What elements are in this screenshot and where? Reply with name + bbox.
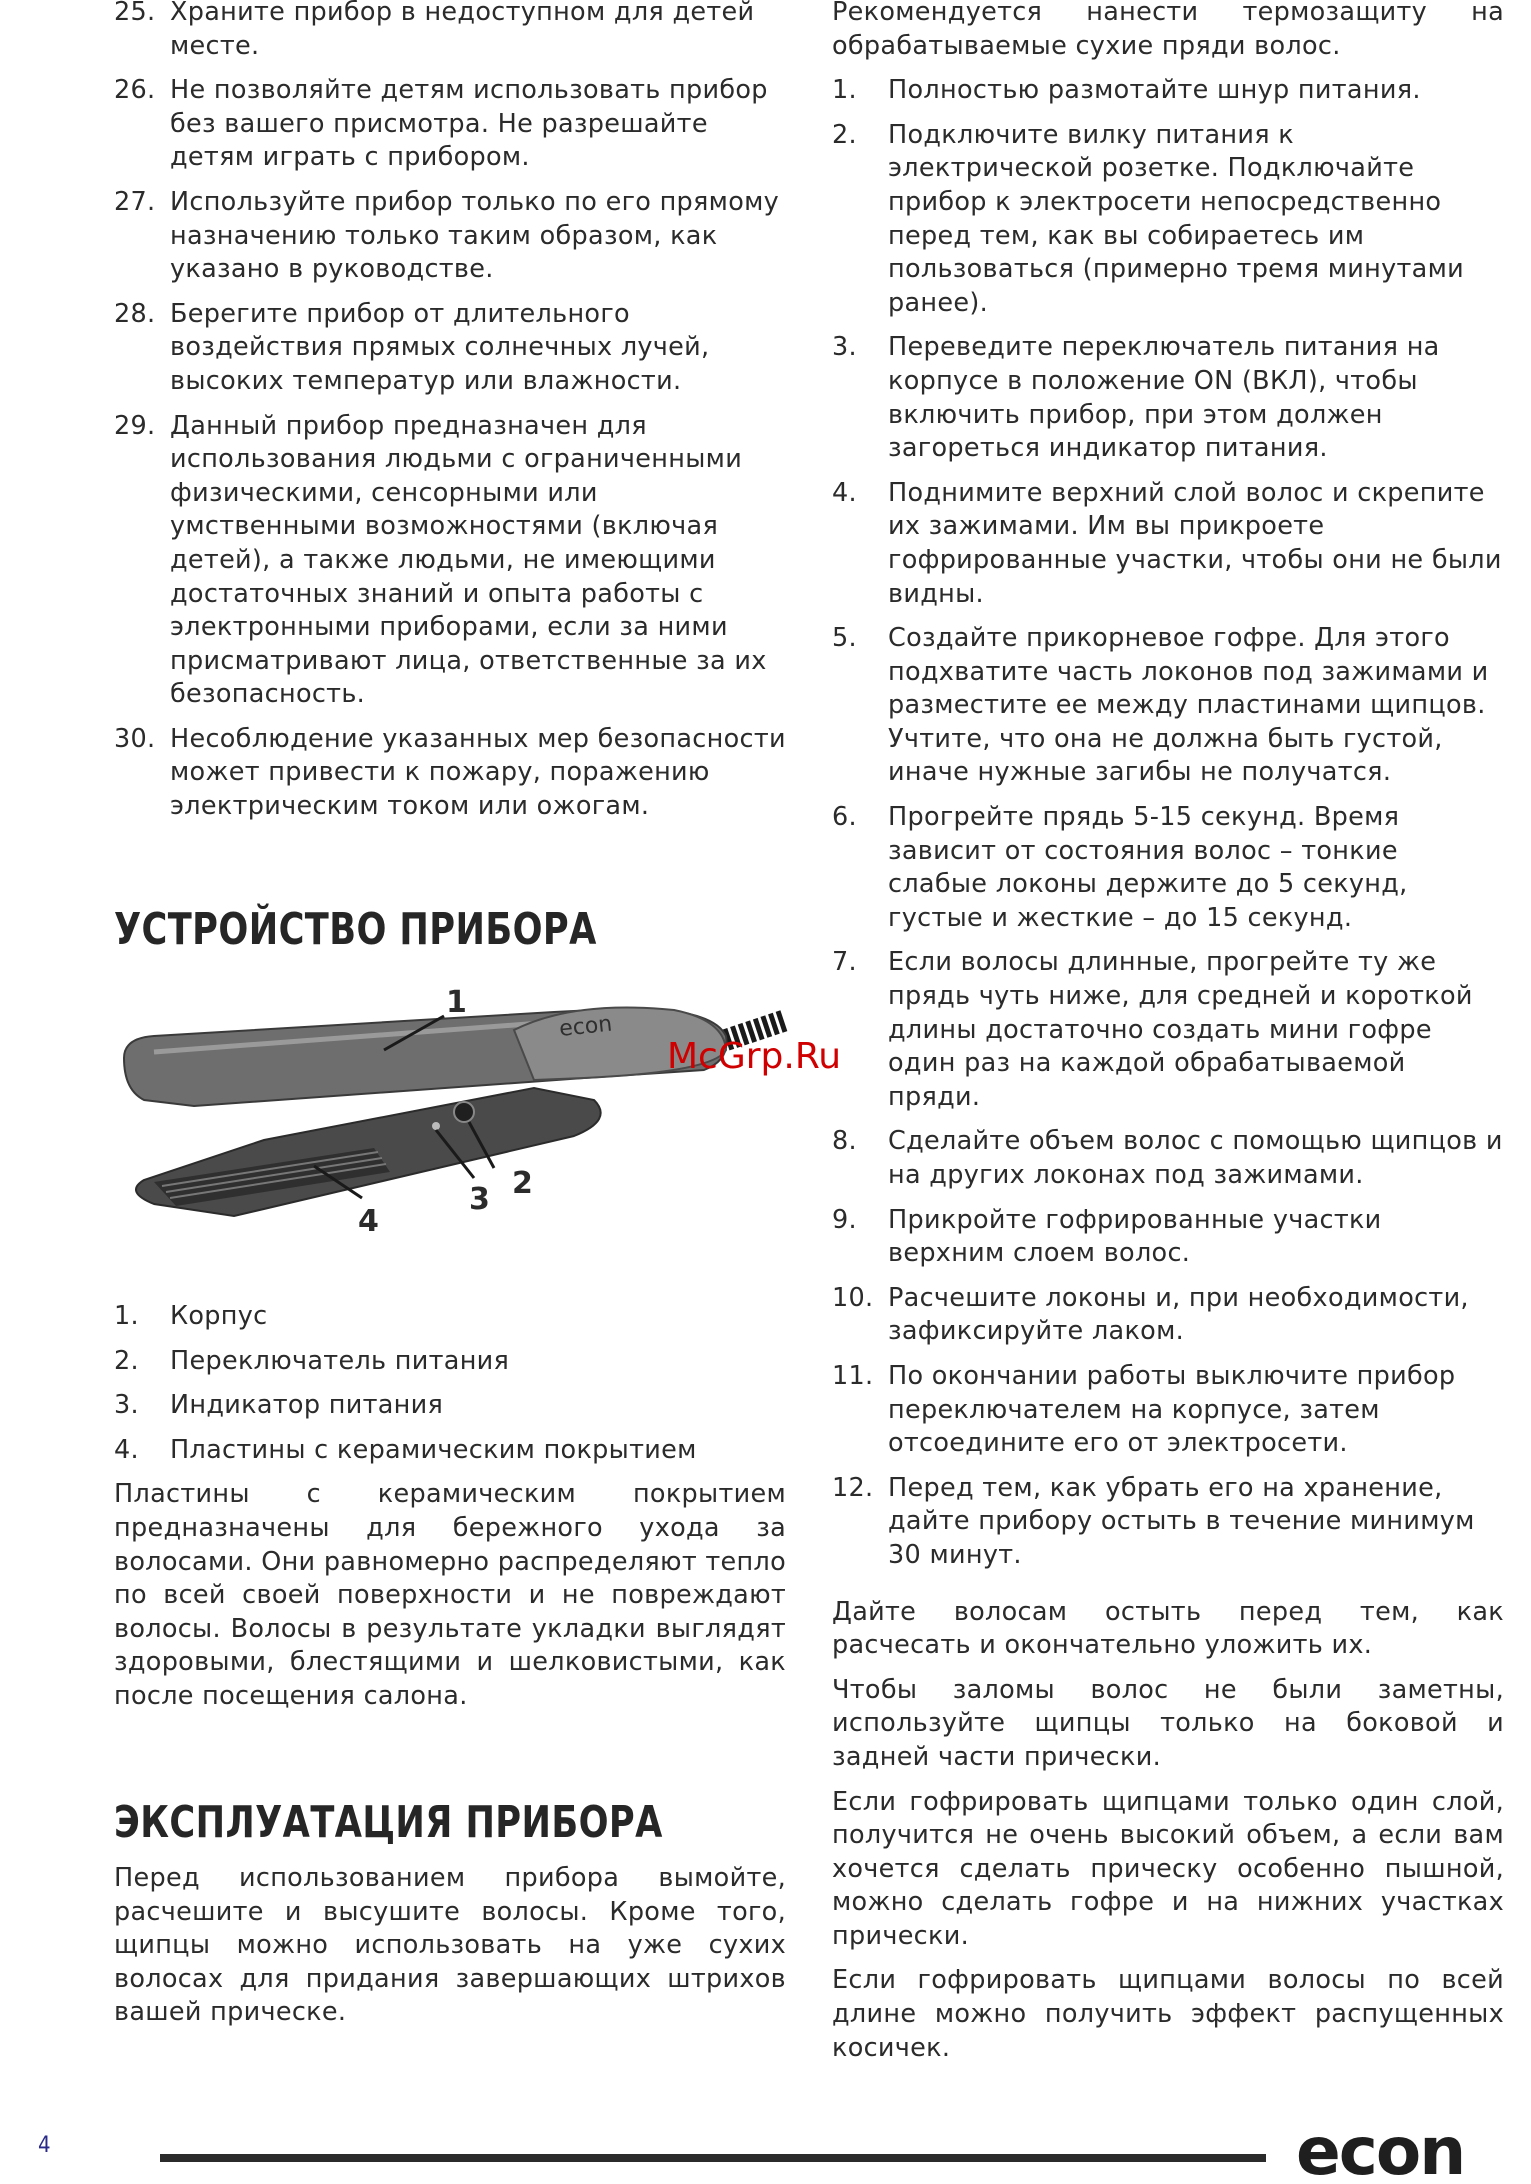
item-text: Данный прибор предназначен для использования людьми с ограниченными физическими, сенсорными или умственными возможностями (включая детей), а также людьми, не имеющими достаточных знаний и опыта работы с электронными приборами, если за ними присматривают лица, ответственные за их безопасность. [170, 410, 767, 710]
list-item [832, 1360, 1504, 1461]
item-text: Используйте прибор только по его прямому назначению только таким образом, как указано в руководстве. [170, 186, 780, 285]
item-number: 2. [114, 1345, 139, 1376]
list-item [114, 1434, 786, 1468]
item-number: 10. [832, 1282, 874, 1313]
device-logo: econ [558, 1011, 614, 1042]
item-number: 3. [114, 1390, 139, 1421]
item-number: 1. [832, 75, 857, 106]
item-number: 4. [114, 1434, 139, 1465]
item-number: 9. [832, 1204, 857, 1235]
item-number: 2. [832, 119, 857, 150]
callout-2: 2 [512, 1166, 533, 1201]
callout-4: 4 [358, 1204, 379, 1239]
item-number: 3. [832, 332, 857, 363]
watermark: McGrp.Ru [667, 1036, 842, 1077]
list-item [114, 298, 786, 399]
item-text: Храните прибор в недоступном для детей месте. [170, 0, 755, 61]
item-number: 28. [114, 298, 156, 329]
item-text: Пластины с керамическим покрытием [170, 1434, 697, 1465]
list-item [114, 1389, 786, 1423]
item-text: Не позволяйте детям использовать прибор без вашего присмотра. Не разрешайте детям играть с прибором. [170, 75, 768, 173]
item-number: 29. [114, 410, 156, 441]
item-number: 6. [832, 802, 857, 833]
parts-section [114, 1300, 786, 1725]
item-number: 27. [114, 186, 156, 217]
tip-paragraph: Если гофрировать щипцами только один слой, получится не очень высокий объем, а если вам хочется сделать прическу особенно пышной, можно сделать гофре и на нижних участках прически. [832, 1786, 1504, 1951]
item-text: Если волосы длинные, прогрейте ту же прядь чуть ниже, для средней и короткой длины достаточно создать мини гофре один раз на каждой обрабатываемой пряди. [888, 947, 1473, 1112]
item-text: Создайте прикорневое гофре. Для этого подхватите часть локонов под зажимами и разместите ее между пластинами щипцов. Учтите, что она не должна быть густой, иначе нужные загибы не получатся. [888, 623, 1489, 788]
power-switch [454, 1102, 474, 1122]
device-illustration [114, 960, 794, 1260]
item-number: 4. [832, 477, 857, 508]
item-text: Перед тем, как убрать его на хранение, дайте прибору остыть в течение минимум 30 минут. [888, 1472, 1475, 1570]
list-item [114, 1300, 786, 1334]
list-item [832, 1204, 1504, 1271]
item-number: 30. [114, 723, 156, 754]
item-text: Переключатель питания [170, 1345, 510, 1376]
item-text: Корпус [170, 1301, 268, 1331]
item-number: 7. [832, 947, 857, 978]
tip-paragraph: Если гофрировать щипцами волосы по всей длине можно получить эффект распущенных косичек. [832, 1965, 1504, 2063]
tip-paragraph: Чтобы заломы волос не были заметны, используйте щипцы только на боковой и задней части прически. [832, 1674, 1504, 1772]
callout-3: 3 [469, 1182, 490, 1217]
item-text: Сделайте объем волос с помощью щипцов и на других локонах под зажимами. [888, 1126, 1503, 1190]
tip-paragraph: Дайте волосам остыть перед тем, как расчесать и окончательно уложить их. [832, 1596, 1504, 1661]
parts-list [114, 1300, 786, 1467]
item-text: Прогрейте прядь 5-15 секунд. Время зависит от состояния волос – тонкие слабые локоны держите до 5 секунд, густые и жесткие – до 15 секунд. [888, 802, 1408, 933]
page-number: 4 [38, 2133, 51, 2158]
brand-logo-text: econ [1296, 2120, 1465, 2184]
list-item [114, 186, 786, 287]
operation-section [114, 1796, 786, 2041]
list-item [832, 946, 1504, 1114]
power-indicator [432, 1122, 440, 1130]
list-item [114, 1345, 786, 1379]
steps-list [832, 74, 1504, 1572]
item-text: Прикройте гофрированные участки верхним слоем волос. [888, 1204, 1382, 1269]
left-column [114, 0, 786, 835]
item-text: По окончании работы выключите прибор переключателем на корпусе, затем отсоедините его от электросети. [888, 1360, 1456, 1459]
list-item [832, 1125, 1504, 1192]
item-text: Индикатор питания [170, 1390, 444, 1421]
plates-paragraph: Пластины с керамическим покрытием предназначены для бережного ухода за волосами. Они равномерно распределяют тепло по всей своей поверхности и не повреждают волосы. Волосы в результате укладки выглядят здоровыми, блестящими и шелковистыми, как после посещения салона. [114, 1479, 787, 1711]
item-text: Несоблюдение указанных мер безопасности может привести к пожару, поражению электрическим током или ожогам. [170, 723, 786, 822]
footer-divider [160, 2154, 1266, 2162]
list-item [832, 1282, 1504, 1349]
item-text: Подключите вилку питания к электрической розетке. Подключайте прибор к электросети непосредственно перед тем, как вы собираетесь им пользоваться (примерно тремя минутами ранее). [888, 119, 1465, 318]
list-item [832, 119, 1504, 321]
device-section [114, 903, 786, 957]
list-item [114, 74, 786, 175]
item-number: 5. [832, 623, 857, 654]
list-item [114, 723, 786, 824]
item-text: Берегите прибор от длительного воздействия прямых солнечных лучей, высоких температур или влажности. [170, 298, 710, 396]
list-item [114, 410, 786, 712]
brand-logo [1296, 2120, 1506, 2184]
list-item [832, 477, 1504, 611]
list-item [832, 622, 1504, 790]
item-text: Полностью размотайте шнур питания. [888, 75, 1421, 106]
list-item [832, 74, 1504, 108]
callout-1: 1 [446, 985, 467, 1020]
item-number: 26. [114, 75, 156, 106]
item-text: Переведите переключатель питания на корпусе в положение ON (ВКЛ), чтобы включить прибор, при этом должен загореться индикатор питания. [888, 332, 1440, 464]
intro-paragraph: Рекомендуется нанести термозащиту на обрабатываемые сухие пряди волос. [832, 0, 1504, 61]
safety-list [114, 0, 786, 824]
item-number: 8. [832, 1126, 857, 1157]
item-number: 11. [832, 1360, 874, 1391]
list-item [114, 0, 786, 63]
list-item [832, 331, 1504, 465]
item-text: Поднимите верхний слой волос и скрепите их зажимами. Им вы прикроете гофрированные участки, чтобы они не были видны. [888, 477, 1502, 609]
list-item [832, 1472, 1504, 1573]
item-number: 25. [114, 0, 156, 27]
item-text: Расчешите локоны и, при необходимости, зафиксируйте лаком. [888, 1282, 1469, 1347]
list-item [832, 801, 1504, 935]
operation-paragraph: Перед использованием прибора вымойте, расчешите и высушите волосы. Кроме того, щипцы можно использовать на уже сухих волосах для придания завершающих штрихов вашей прическе. [114, 1863, 786, 2028]
item-number: 12. [832, 1472, 874, 1503]
device-heading: УСТРОЙСТВО ПРИБОРА [114, 904, 597, 955]
item-number: 1. [114, 1301, 139, 1331]
right-column [832, 0, 1504, 2076]
operation-heading: ЭКСПЛУАТАЦИЯ ПРИБОРА [114, 1797, 663, 1848]
